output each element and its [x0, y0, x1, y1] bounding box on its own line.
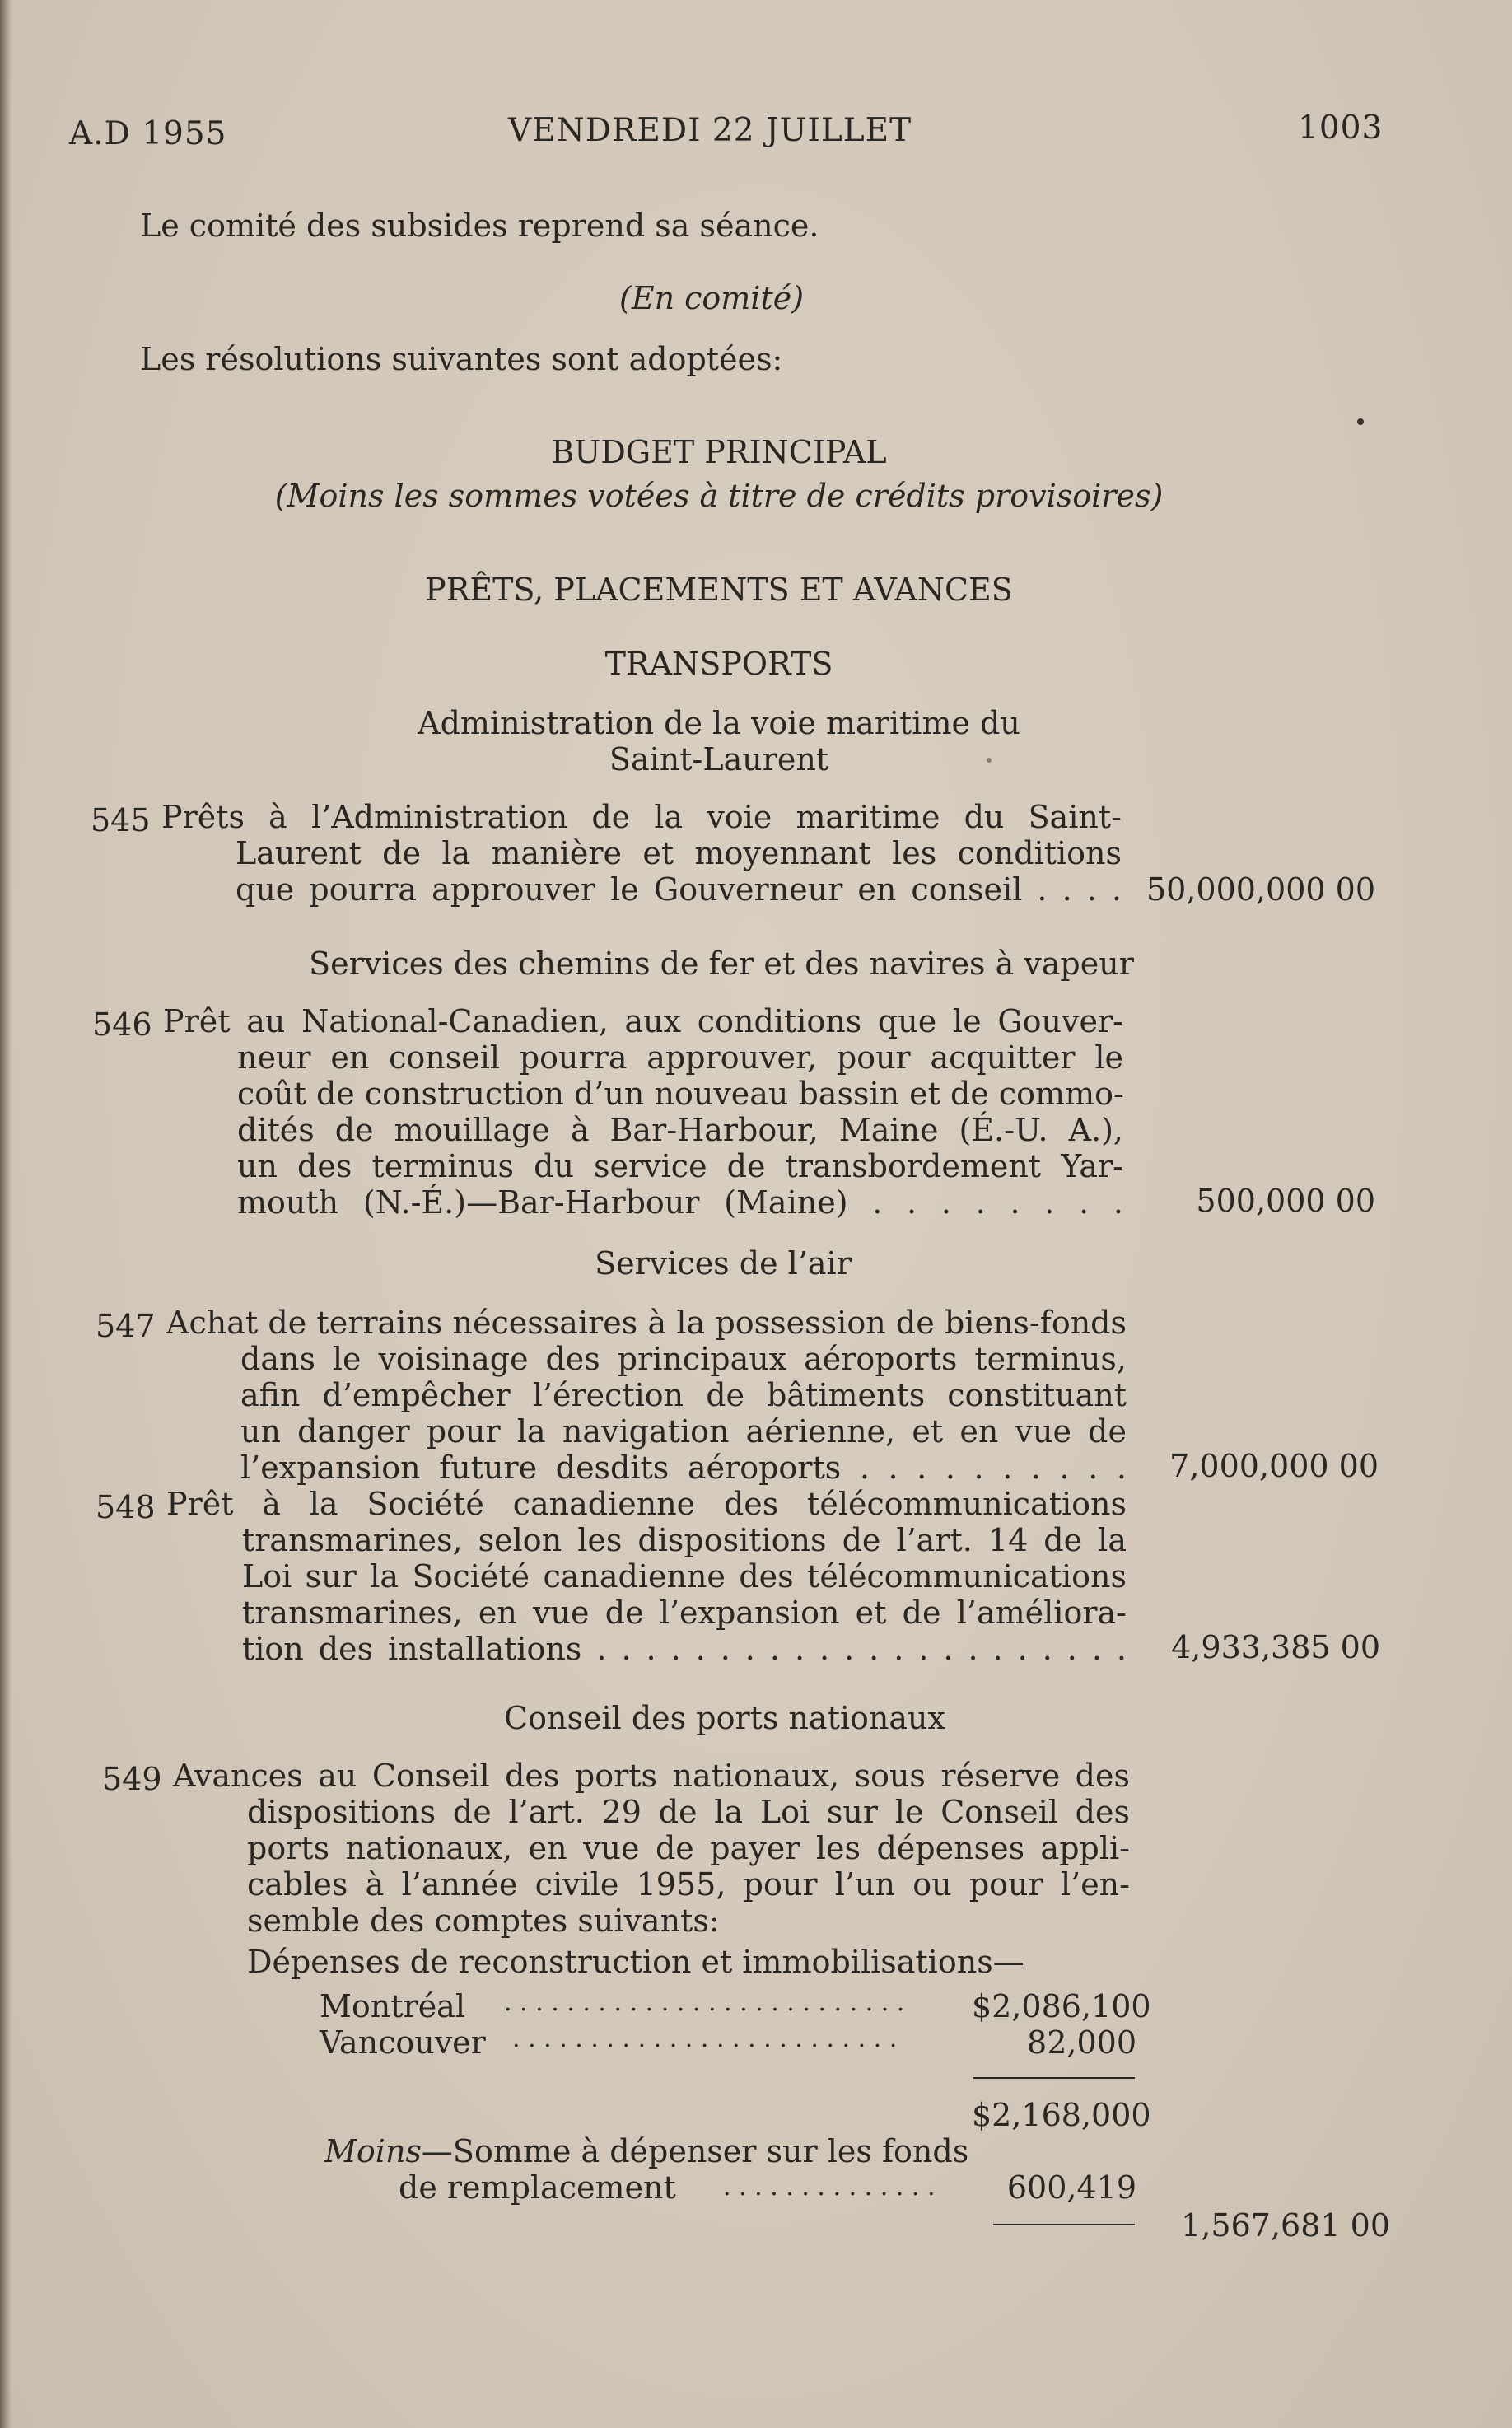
item-546	[163, 1003, 1123, 1039]
item-549-cont	[247, 1794, 1130, 1939]
item-number-547: 547	[96, 1308, 156, 1344]
intro-line-1: Le comité des subsides reprend sa séance.	[140, 208, 819, 244]
item-548-line: tion des installations . . . . . . . . . . . . . . . . . . . . . .	[242, 1631, 1127, 1667]
breakdown-less-rest: —Somme à dépenser sur les fonds	[421, 2133, 969, 2169]
item-545-line: Laurent de la manière et moyennant les conditions	[236, 835, 1122, 871]
item-548	[166, 1486, 1127, 1522]
item-549	[173, 1758, 1130, 1794]
subtitle-chemins-de-fer: Services des chemins de fer et des navires à vapeur	[309, 946, 1134, 982]
item-number-545: 545	[91, 802, 151, 838]
breakdown-less-dots: . . . . . . . . . . . . . .	[723, 2173, 936, 2202]
total-rule	[993, 2224, 1135, 2225]
breakdown-row-dots: . . . . . . . . . . . . . . . . . . . . . . . . .	[512, 2024, 898, 2053]
item-546-line: mouth (N.-É.)—Bar-Harbour (Maine) . . . . . . . .	[237, 1184, 1123, 1221]
item-548-amount: 4,933,385 00	[1171, 1629, 1380, 1665]
item-547-line: afin d’empêcher l’érection de bâtiments constituant	[240, 1377, 1127, 1413]
paper-speck	[1357, 418, 1364, 425]
item-number-548: 548	[96, 1489, 156, 1525]
item-546-line: un des terminus du service de transbordement Yar-	[237, 1148, 1123, 1184]
breakdown-row-label: Vancouver	[320, 2024, 486, 2061]
item-546-line: neur en conseil pourra approuver, pour acquitter le	[237, 1039, 1123, 1076]
page-edge-shadow	[0, 0, 12, 2428]
item-546-cont	[237, 1039, 1123, 1221]
breakdown-less-value: 600,419	[1006, 2169, 1136, 2206]
subtitle-voie-maritime-1: Administration de la voie maritime du	[418, 705, 1020, 741]
header-page-number: 1003	[1298, 110, 1384, 147]
item-549-line: dispositions de l’art. 29 de la Loi sur le Conseil des	[247, 1794, 1130, 1830]
item-547-line: un danger pour la navigation aérienne, et en vue de	[240, 1413, 1127, 1450]
subtitle-ports-nationaux: Conseil des ports nationaux	[504, 1700, 945, 1736]
item-547-cont	[240, 1341, 1127, 1486]
subtitle-voie-maritime-2: Saint-Laurent	[609, 741, 829, 777]
intro-line-3: Les résolutions suivantes sont adoptées:	[140, 341, 783, 377]
item-548-line: transmarines, selon les dispositions de l’art. 14 de la	[242, 1522, 1127, 1558]
breakdown-row-value: $2,086,100	[972, 1988, 1151, 2024]
item-545-cont	[236, 835, 1122, 908]
subtotal-rule	[973, 2077, 1135, 2079]
item-548-line: Loi sur la Société canadienne des télécommunications	[242, 1558, 1127, 1595]
item-547-line: Achat de terrains nécessaires à la possession de biens-fonds	[166, 1305, 1127, 1341]
breakdown-heading: Dépenses de reconstruction et immobilisations—	[247, 1944, 1024, 1980]
item-548-line: Prêt à la Société canadienne des télécommunications	[166, 1486, 1127, 1522]
item-546-line: coût de construction d’un nouveau bassin et de commo-	[237, 1076, 1124, 1112]
item-number-546: 546	[92, 1006, 152, 1043]
title-department: TRANSPORTS	[604, 646, 833, 682]
intro-en-comite: (En comité)	[619, 280, 805, 316]
item-548-cont	[242, 1522, 1127, 1667]
breakdown-row-dots: . . . . . . . . . . . . . . . . . . . . . . . . . .	[504, 1988, 905, 2017]
item-545	[161, 799, 1122, 835]
item-549-line: Avances au Conseil des ports nationaux, sous réserve des	[173, 1758, 1130, 1794]
item-545-amount: 50,000,000 00	[1146, 871, 1375, 908]
breakdown-subtotal: $2,168,000	[972, 2097, 1151, 2133]
item-549-line: cables à l’année civile 1955, pour l’un ou pour l’en-	[247, 1866, 1130, 1903]
item-545-line: Prêts à l’Administration de la voie maritime du Saint-	[161, 799, 1122, 835]
breakdown-row-label: Montréal	[320, 1988, 465, 2024]
item-546-amount: 500,000 00	[1196, 1183, 1375, 1219]
breakdown-row-value: 82,000	[1027, 2024, 1136, 2061]
item-546-line: dités de mouillage à Bar-Harbour, Maine (É.-U. A.),	[237, 1112, 1123, 1148]
breakdown-less-line-1	[324, 2133, 968, 2169]
item-549-line: semble des comptes suivants:	[247, 1903, 720, 1939]
breakdown-less-line-2: de remplacement	[399, 2169, 676, 2206]
title-budget-principal: BUDGET PRINCIPAL	[551, 434, 887, 470]
breakdown-less-italic: Moins	[324, 2133, 422, 2169]
item-545-line: que pourra approuver le Gouverneur en conseil . . . .	[236, 871, 1122, 908]
subtitle-services-air: Services de l’air	[595, 1245, 852, 1282]
item-number-549: 549	[102, 1761, 162, 1797]
item-548-line: transmarines, en vue de l’expansion et de l’améliora-	[242, 1595, 1127, 1631]
title-section: PRÊTS, PLACEMENTS ET AVANCES	[425, 572, 1013, 608]
item-547	[166, 1305, 1127, 1341]
item-549-amount: 1,567,681 00	[1181, 2207, 1390, 2244]
paper-speck	[987, 758, 992, 763]
item-547-amount: 7,000,000 00	[1169, 1448, 1379, 1484]
item-546-line: Prêt au National-Canadien, aux conditions que le Gouver-	[163, 1003, 1123, 1039]
item-547-line: l’expansion future desdits aéroports . . . . . . . . . .	[240, 1450, 1127, 1486]
header-date: VENDREDI 22 JUILLET	[508, 112, 912, 149]
item-547-line: dans le voisinage des principaux aéroports terminus,	[240, 1341, 1127, 1377]
header-year: A.D 1955	[69, 115, 227, 152]
item-549-line: ports nationaux, en vue de payer les dépenses appli-	[247, 1830, 1130, 1866]
title-budget-subtitle: (Moins les sommes votées à titre de crédits provisoires)	[274, 478, 1164, 514]
